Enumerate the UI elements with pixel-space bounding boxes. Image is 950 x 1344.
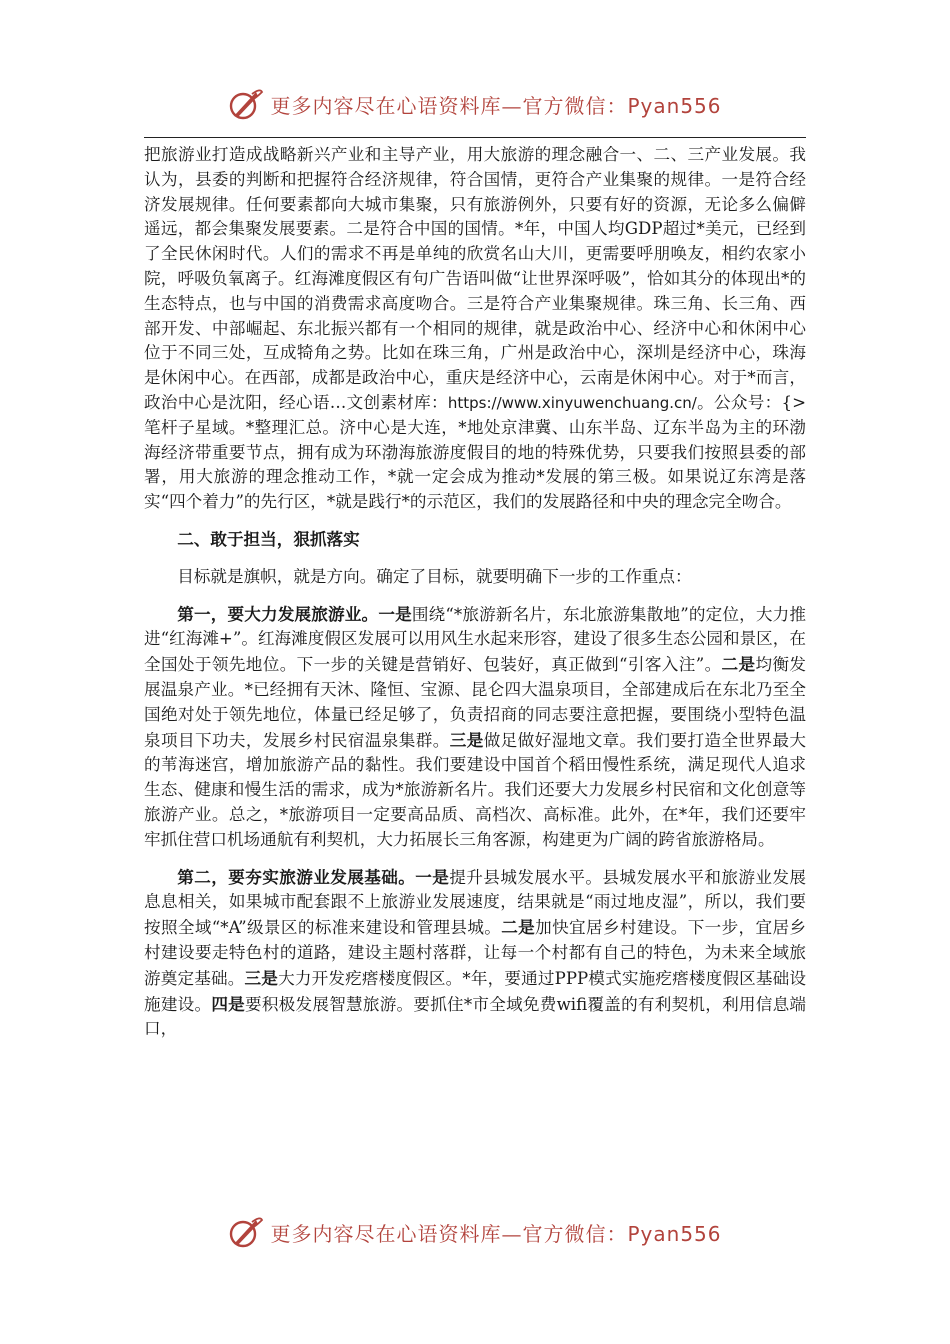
paragraph-2: 目标就是旗帜，就是方向。确定了目标，就要明确下一步的工作重点： — [177, 566, 692, 586]
source-url: https://www.xinyuwenchuang.cn/ — [447, 393, 697, 412]
header-banner-text: 更多内容尽在心语资料库—官方微信：Pyan556 — [270, 93, 722, 118]
footer-banner-text: 更多内容尽在心语资料库—官方微信：Pyan556 — [270, 1221, 722, 1246]
footer-wechat-id: Pyan556 — [627, 1221, 722, 1246]
header-rule — [144, 137, 806, 138]
document-body — [144, 143, 806, 1042]
footer-banner — [0, 1212, 950, 1252]
quill-logo-icon — [228, 86, 264, 122]
paragraph-1: 把旅游业打造成战略新兴产业和主导产业，用大旅游的理念融合一、二、三产业发展。我认为，县委的判断和把握符合经济规律，符合国情，更符合产业集聚的规律。一是符合经济发展规律。任何要素都向大城市集聚，只有旅游例外，只要有好的资源，无论多么偏僻遥远，都会集聚发展要素。二是符合中国的国情。*年，中国人均GDP超过*美元，已经到了全民休闲时代。人们的需求不再是单纯的欣赏名山大川，更需要呼朋唤友，相约农家小院，呼吸负氧离子。红海滩度假区有句广告语叫做“让世界深呼吸”，恰如其分的体现出*的生态特点，也与中国的消费需求高度吻合。三是符合产业集聚规律。珠三角、长三角、西部开发、中部崛起、东北振兴都有一个相同的规律，就是政治中心、经济中心和休闲中心位于不同三处，互成犄角之势。比如在珠三角，广州是政治中心，深圳是经济中心，珠海是休闲中心。在西部，成都是政治中心，重庆是经济中心，云南是休闲中心。对于*而言，政治中心是沈阳，经心语…文创素材库：https://www.xinyuwenchuang.cn/。公众号：{>笔杆子星域。*整理汇总。济中心是大连，*地处京津冀、山东半岛、辽东半岛为主的环渤海经济带重要节点，拥有成为环渤海旅游度假目的地的特殊优势，只要我们按照县委的部署，用大旅游的理念推动工作，*就一定会成为推动*发展的第三极。如果说辽东湾是落实“四个着力”的先行区，*就是践行*的示范区，我们的发展路径和中央的理念完全吻合。 — [144, 145, 807, 512]
quill-logo-icon — [228, 1214, 264, 1250]
header-wechat-id: Pyan556 — [627, 93, 722, 118]
header-banner — [0, 84, 950, 124]
paragraph-3: 第一，要大力发展旅游业。一是围绕“*旅游新名片，东北旅游集散地”的定位，大力推进“红海滩+”。红海滩度假区发展可以用风生水起来形容，建设了很多生态公园和景区，在全国处于领先地位。下一步的关键是营销好、包装好，真正做到“引客入注”。二是均衡发展温泉产业。*已经拥有天沐、隆恒、宝源、昆仑四大温泉项目，全部建成后在东北乃至全国绝对处于领先地位，体量已经足够了，负责招商的同志要注意把握，要围绕小型特色温泉项目下功夫，发展乡村民宿温泉集群。三是做足做好湿地文章。我们要打造全世界最大的苇海迷宫，增加旅游产品的黏性。我们要建设中国首个稻田慢性系统，满足现代人追求生态、健康和慢生活的需求，成为*旅游新名片。我们还要大力发展乡村民宿和文化创意等旅游产业。总之，*旅游项目一定要高品质、高档次、高标准。此外，在*年，我们还要牢牢抓住营口机场通航有利契机，大力拓展长三角客源，构建更为广阔的跨省旅游格局。 — [144, 603, 807, 849]
paragraph-4: 第二，要夯实旅游业发展基础。一是提升县城发展水平。县城发展水平和旅游业发展息息相关，如果城市配套跟不上旅游业发展速度，结果就是“雨过地皮湿”，所以，我们要按照全域“*A”级景区的标准来建设和管理县城。二是加快宜居乡村建设。下一步，宜居乡村建设要走特色村的道路，建设主题村落群，让每一个村都有自己的特色，为未来全域旅游奠定基础。三是大力开发疙瘩楼度假区。*年，要通过PPP模式实施疙瘩楼度假区基础设施建设。四是要积极发展智慧旅游。要抓住*市全域免费wifi覆盖的有利契机，利用信息端口， — [144, 866, 807, 1039]
section-heading-2: 二、敢于担当，狠抓落实 — [177, 528, 360, 549]
